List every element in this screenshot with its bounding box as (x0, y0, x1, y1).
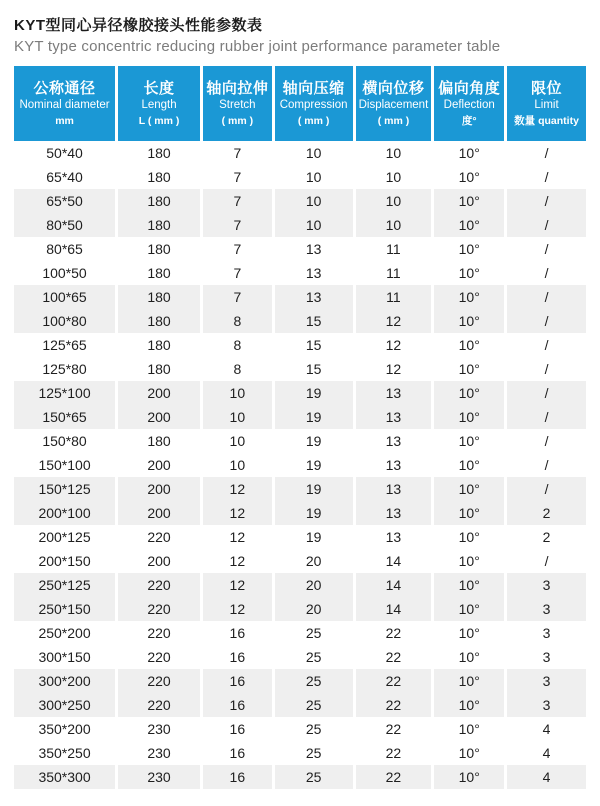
cell-r5-c7: / (544, 241, 549, 257)
cell-r26-c4: 25 (305, 745, 322, 761)
cell-r15-c4: 19 (275, 477, 353, 501)
cell-r18-c6: 10° (458, 553, 480, 569)
cell-r25-c2: 230 (147, 721, 171, 737)
cell-r16-c6: 10° (434, 501, 504, 525)
cell-r23-c4: 25 (275, 669, 353, 693)
cell-r16-c4: 19 (275, 501, 353, 525)
cell-r21-c5: 22 (385, 625, 402, 641)
cell-r4-c7: / (507, 213, 586, 237)
cell-r12-c2: 200 (118, 405, 200, 429)
cell-r15-c7: / (507, 477, 586, 501)
cell-r22-c1: 300*150 (38, 649, 91, 665)
cell-r7-c4: 13 (275, 285, 353, 309)
cell-r17-c5: 13 (385, 529, 402, 545)
cell-r13-c3: 10 (229, 433, 246, 449)
cell-r18-c4: 20 (305, 553, 322, 569)
cell-r9-c7: / (544, 337, 549, 353)
column-header-4-en: Compression (279, 99, 348, 112)
cell-r21-c4: 25 (305, 625, 322, 641)
cell-r23-c6: 10° (434, 669, 504, 693)
cell-r23-c7: 3 (507, 669, 586, 693)
cell-r5-c4: 13 (305, 241, 322, 257)
column-header-7-zh: 限位 (531, 79, 563, 97)
cell-r12-c4: 19 (275, 405, 353, 429)
cell-r26-c7: 4 (542, 745, 551, 761)
cell-r27-c3: 16 (203, 765, 272, 789)
cell-r5-c3: 7 (233, 241, 242, 257)
table-row (14, 381, 586, 405)
cell-r6-c2: 180 (147, 265, 171, 281)
table-row (14, 741, 586, 765)
cell-r25-c7: 4 (542, 721, 551, 737)
cell-r5-c5: 11 (386, 241, 401, 257)
table-row (14, 261, 586, 285)
cell-r10-c1: 125*80 (42, 361, 87, 377)
cell-r7-c1: 100*65 (14, 285, 115, 309)
cell-r7-c6: 10° (434, 285, 504, 309)
cell-r3-c6: 10° (434, 189, 504, 213)
column-header-4 (275, 66, 353, 141)
column-header-2-en: Length (141, 99, 177, 112)
cell-r22-c2: 220 (147, 649, 171, 665)
table-row (14, 573, 586, 597)
cell-r9-c6: 10° (458, 337, 480, 353)
table-row (14, 501, 586, 525)
column-header-6-zh: 偏向角度 (438, 79, 501, 97)
table-row (14, 237, 586, 261)
table-header-row (14, 66, 586, 141)
table-row (14, 669, 586, 693)
column-header-7 (507, 66, 586, 141)
cell-r17-c2: 220 (147, 529, 171, 545)
cell-r10-c4: 15 (305, 361, 322, 377)
cell-r8-c4: 15 (275, 309, 353, 333)
performance-parameter-table (11, 66, 589, 789)
cell-r11-c4: 19 (275, 381, 353, 405)
column-header-7-en: Limit (534, 99, 559, 112)
column-header-3-en: Stretch (219, 99, 256, 112)
table-row (14, 429, 586, 453)
cell-r26-c1: 350*250 (38, 745, 91, 761)
table-row (14, 645, 586, 669)
cell-r11-c7: / (507, 381, 586, 405)
cell-r13-c6: 10° (458, 433, 480, 449)
cell-r6-c7: / (544, 265, 549, 281)
cell-r19-c1: 250*125 (14, 573, 115, 597)
cell-r7-c7: / (507, 285, 586, 309)
cell-r19-c7: 3 (507, 573, 586, 597)
cell-r21-c2: 220 (147, 625, 171, 641)
cell-r8-c5: 12 (356, 309, 432, 333)
cell-r26-c2: 230 (147, 745, 171, 761)
cell-r2-c1: 65*40 (46, 169, 83, 185)
cell-r14-c6: 10° (458, 457, 480, 473)
cell-r25-c5: 22 (385, 721, 402, 737)
cell-r14-c1: 150*100 (38, 457, 91, 473)
cell-r3-c7: / (507, 189, 586, 213)
table-row (14, 405, 586, 429)
cell-r2-c6: 10° (458, 169, 480, 185)
table-row (14, 477, 586, 501)
cell-r2-c2: 180 (147, 169, 171, 185)
cell-r9-c4: 15 (305, 337, 322, 353)
cell-r18-c2: 200 (147, 553, 171, 569)
cell-r6-c1: 100*50 (42, 265, 87, 281)
cell-r8-c2: 180 (118, 309, 200, 333)
cell-r4-c3: 7 (203, 213, 272, 237)
table-row (14, 621, 586, 645)
table-row (14, 333, 586, 357)
cell-r12-c5: 13 (356, 405, 432, 429)
cell-r16-c5: 13 (356, 501, 432, 525)
cell-r12-c1: 150*65 (14, 405, 115, 429)
cell-r11-c5: 13 (356, 381, 432, 405)
table-row (14, 525, 586, 549)
cell-r18-c3: 12 (229, 553, 246, 569)
cell-r27-c2: 230 (118, 765, 200, 789)
column-header-4-unit: ( mm ) (297, 114, 330, 127)
cell-r27-c5: 22 (356, 765, 432, 789)
table-row (14, 453, 586, 477)
cell-r22-c3: 16 (229, 649, 246, 665)
cell-r21-c7: 3 (542, 625, 551, 641)
cell-r2-c3: 7 (233, 169, 242, 185)
cell-r19-c5: 14 (356, 573, 432, 597)
cell-r23-c3: 16 (203, 669, 272, 693)
column-header-6 (434, 66, 504, 141)
column-header-5-zh: 横向位移 (362, 79, 425, 97)
cell-r26-c5: 22 (385, 745, 402, 761)
cell-r20-c6: 10° (434, 597, 504, 621)
column-header-5 (356, 66, 432, 141)
cell-r13-c4: 19 (305, 433, 322, 449)
cell-r24-c1: 300*250 (14, 693, 115, 717)
cell-r26-c3: 16 (229, 745, 246, 761)
cell-r25-c1: 350*200 (38, 721, 91, 737)
cell-r12-c6: 10° (434, 405, 504, 429)
cell-r8-c6: 10° (434, 309, 504, 333)
cell-r7-c3: 7 (203, 285, 272, 309)
cell-r11-c6: 10° (434, 381, 504, 405)
cell-r16-c3: 12 (203, 501, 272, 525)
cell-r23-c1: 300*200 (14, 669, 115, 693)
table-row (14, 213, 586, 237)
table-header (14, 66, 586, 141)
cell-r18-c7: / (544, 553, 549, 569)
column-header-4-zh: 轴向压缩 (282, 79, 345, 97)
cell-r5-c2: 180 (147, 241, 171, 257)
cell-r23-c2: 220 (118, 669, 200, 693)
cell-r17-c6: 10° (458, 529, 480, 545)
cell-r12-c7: / (507, 405, 586, 429)
cell-r15-c1: 150*125 (14, 477, 115, 501)
cell-r21-c6: 10° (458, 625, 480, 641)
cell-r9-c1: 125*65 (42, 337, 87, 353)
cell-r1-c3: 7 (233, 145, 242, 161)
cell-r18-c1: 200*150 (38, 553, 91, 569)
cell-r12-c3: 10 (203, 405, 272, 429)
cell-r7-c2: 180 (118, 285, 200, 309)
cell-r15-c2: 200 (118, 477, 200, 501)
cell-r9-c3: 8 (233, 337, 242, 353)
table-row (14, 309, 586, 333)
cell-r2-c5: 10 (385, 169, 402, 185)
cell-r25-c3: 16 (229, 721, 246, 737)
cell-r20-c2: 220 (118, 597, 200, 621)
cell-r1-c1: 50*40 (46, 145, 83, 161)
cell-r1-c7: / (544, 145, 549, 161)
cell-r10-c7: / (544, 361, 549, 377)
cell-r18-c5: 14 (385, 553, 402, 569)
column-header-1 (14, 66, 115, 141)
cell-r8-c7: / (507, 309, 586, 333)
column-header-3-unit: ( mm ) (221, 114, 254, 127)
cell-r27-c1: 350*300 (14, 765, 115, 789)
cell-r1-c5: 10 (385, 145, 402, 161)
cell-r19-c2: 220 (118, 573, 200, 597)
cell-r24-c7: 3 (507, 693, 586, 717)
cell-r27-c4: 25 (275, 765, 353, 789)
cell-r3-c4: 10 (275, 189, 353, 213)
page-title: KYT型同心异径橡胶接头性能参数表 (14, 17, 263, 34)
cell-r2-c4: 10 (305, 169, 322, 185)
cell-r16-c1: 200*100 (14, 501, 115, 525)
table-row (14, 285, 586, 309)
cell-r26-c6: 10° (458, 745, 480, 761)
cell-r24-c5: 22 (356, 693, 432, 717)
cell-r3-c1: 65*50 (14, 189, 115, 213)
cell-r17-c4: 19 (305, 529, 322, 545)
cell-r20-c4: 20 (275, 597, 353, 621)
cell-r14-c5: 13 (385, 457, 402, 473)
cell-r3-c2: 180 (118, 189, 200, 213)
cell-r14-c7: / (544, 457, 549, 473)
cell-r2-c7: / (544, 169, 549, 185)
table-row (14, 549, 586, 573)
column-header-2-zh: 长度 (143, 79, 175, 97)
cell-r9-c2: 180 (147, 337, 171, 353)
cell-r6-c4: 13 (305, 265, 322, 281)
cell-r8-c3: 8 (203, 309, 272, 333)
column-header-6-unit: 度° (461, 114, 477, 127)
cell-r6-c3: 7 (233, 265, 242, 281)
cell-r17-c1: 200*125 (38, 529, 91, 545)
table-row (14, 717, 586, 741)
cell-r10-c3: 8 (233, 361, 242, 377)
cell-r25-c6: 10° (458, 721, 480, 737)
column-header-5-unit: ( mm ) (377, 114, 410, 127)
cell-r16-c2: 200 (118, 501, 200, 525)
cell-r13-c2: 180 (147, 433, 171, 449)
cell-r23-c5: 22 (356, 669, 432, 693)
cell-r11-c3: 10 (203, 381, 272, 405)
cell-r4-c2: 180 (118, 213, 200, 237)
cell-r10-c6: 10° (458, 361, 480, 377)
cell-r1-c2: 180 (147, 145, 171, 161)
page-subtitle: KYT type concentric reducing rubber joint performance parameter table (14, 38, 501, 55)
cell-r5-c1: 80*65 (46, 241, 83, 257)
cell-r17-c3: 12 (229, 529, 246, 545)
cell-r19-c4: 20 (275, 573, 353, 597)
cell-r24-c3: 16 (203, 693, 272, 717)
column-header-2 (118, 66, 200, 141)
cell-r11-c2: 200 (118, 381, 200, 405)
cell-r19-c6: 10° (434, 573, 504, 597)
cell-r8-c1: 100*80 (14, 309, 115, 333)
table-row (14, 141, 586, 165)
cell-r15-c5: 13 (356, 477, 432, 501)
cell-r14-c4: 19 (305, 457, 322, 473)
column-header-1-unit: mm (55, 114, 74, 127)
table-row (14, 189, 586, 213)
cell-r25-c4: 25 (305, 721, 322, 737)
cell-r22-c6: 10° (458, 649, 480, 665)
cell-r5-c6: 10° (458, 241, 480, 257)
cell-r22-c4: 25 (305, 649, 322, 665)
cell-r24-c6: 10° (434, 693, 504, 717)
cell-r1-c4: 10 (305, 145, 322, 161)
cell-r4-c4: 10 (275, 213, 353, 237)
cell-r17-c7: 2 (542, 529, 551, 545)
cell-r15-c3: 12 (203, 477, 272, 501)
column-header-3-zh: 轴向拉伸 (206, 79, 269, 97)
cell-r16-c7: 2 (507, 501, 586, 525)
cell-r20-c3: 12 (203, 597, 272, 621)
column-header-5-en: Displacement (358, 99, 429, 112)
cell-r20-c7: 3 (507, 597, 586, 621)
cell-r14-c3: 10 (229, 457, 246, 473)
cell-r22-c7: 3 (542, 649, 551, 665)
cell-r3-c5: 10 (356, 189, 432, 213)
cell-r27-c6: 10° (434, 765, 504, 789)
column-header-1-en: Nominal diameter (19, 99, 110, 112)
table-row (14, 597, 586, 621)
column-header-7-unit: 数量 quantity (514, 114, 579, 127)
table-row (14, 765, 586, 789)
cell-r11-c1: 125*100 (14, 381, 115, 405)
cell-r19-c3: 12 (203, 573, 272, 597)
cell-r6-c6: 10° (458, 265, 480, 281)
cell-r3-c3: 7 (203, 189, 272, 213)
cell-r24-c2: 220 (118, 693, 200, 717)
cell-r9-c5: 12 (385, 337, 402, 353)
cell-r4-c6: 10° (434, 213, 504, 237)
table-row (14, 357, 586, 381)
cell-r24-c4: 25 (275, 693, 353, 717)
cell-r6-c5: 11 (386, 265, 401, 281)
cell-r10-c5: 12 (385, 361, 402, 377)
cell-r14-c2: 200 (147, 457, 171, 473)
cell-r13-c5: 13 (385, 433, 402, 449)
cell-r13-c1: 150*80 (42, 433, 87, 449)
column-header-2-unit: L ( mm ) (138, 114, 180, 127)
table-row (14, 693, 586, 717)
cell-r21-c1: 250*200 (38, 625, 91, 641)
column-header-3 (203, 66, 272, 141)
cell-r22-c5: 22 (385, 649, 402, 665)
cell-r4-c5: 10 (356, 213, 432, 237)
cell-r15-c6: 10° (434, 477, 504, 501)
cell-r10-c2: 180 (147, 361, 171, 377)
column-header-1-zh: 公称通径 (33, 79, 96, 97)
cell-r27-c7: 4 (507, 765, 586, 789)
cell-r20-c1: 250*150 (14, 597, 115, 621)
table-body (14, 141, 586, 789)
cell-r20-c5: 14 (356, 597, 432, 621)
cell-r7-c5: 11 (356, 285, 432, 309)
cell-r21-c3: 16 (229, 625, 246, 641)
cell-r1-c6: 10° (458, 145, 480, 161)
cell-r4-c1: 80*50 (14, 213, 115, 237)
cell-r13-c7: / (544, 433, 549, 449)
table-row (14, 165, 586, 189)
column-header-6-en: Deflection (443, 99, 495, 112)
